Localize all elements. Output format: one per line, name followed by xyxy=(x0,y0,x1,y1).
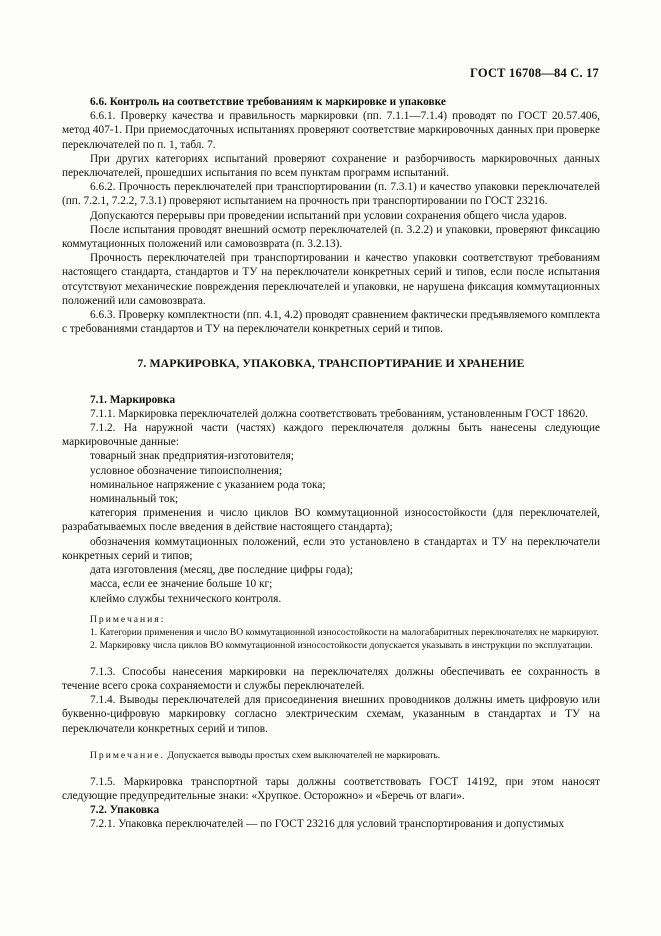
list-item: категория применения и число циклов ВО коммутационной износостойкости (для переключателей, разрабатываемых после введения в действие настоящего стандарта); xyxy=(62,507,600,534)
note-text: Допускается выводы простых схем выключателей не маркировать. xyxy=(167,749,441,761)
list-item: дата изготовления (месяц, две последние цифры года); xyxy=(90,564,354,577)
list-item: клеймо службы технического контроля. xyxy=(90,592,282,605)
list-item: условное обозначение типоисполнения; xyxy=(90,464,283,477)
paragraph: При других категориях испытаний проверяют сохранение и разборчивость маркировочных данных переключателей, прошедших испытания по всем пунктам программ испытаний. xyxy=(62,152,600,180)
list-item: масса, если ее значение больше 10 кг; xyxy=(90,578,273,591)
note-single xyxy=(62,749,600,762)
list-item: обозначения коммутационных положений, если это установлено в стандартах и ТУ на переключатели конкретных серий и типов; xyxy=(62,535,600,562)
paragraph-6-6-2: 6.6.2. Прочность переключателей при транспортировании (п. 7.3.1) и качество упаковки переключателей (пп. 7.2.1, 7.2.2, 7.3.1) проверяют испытанием на прочность при транспортировании по ГОСТ 23216. xyxy=(62,181,600,208)
paragraph-6-6-3: 6.6.3. Проверку комплектности (пп. 4.1, 4.2) проводят сравнением фактически предъявляемого комплекта с требованиями стандартов и ТУ на переключатели конкретных серий и типов. xyxy=(62,309,600,336)
note-1: 1. Категории применения и число ВО коммутационной износостойкости на малогабаритных переключателях не маркируют. xyxy=(90,626,599,638)
paragraph-7-1-1: 7.1.1. Маркировка переключателей должна соответствовать требованиям, установленным ГОСТ 18620. xyxy=(90,407,588,420)
section-7-title: 7. МАРКИРОВКА, УПАКОВКА, ТРАНСПОРТИРАНИЕ И ХРАНЕНИЕ xyxy=(137,356,525,371)
page-content xyxy=(62,95,600,832)
note-label: Примечание. xyxy=(90,749,165,761)
page-header: ГОСТ 16708—84 С. 17 xyxy=(470,66,599,80)
paragraph-7-2-1: 7.2.1. Упаковка переключателей — по ГОСТ 23216 для условий транспортирования и допустимых xyxy=(90,818,565,831)
paragraph-7-1-2: 7.1.2. На наружной части (частях) каждого переключателя должны быть нанесены следующие маркировочные данные: xyxy=(62,422,600,449)
list-item: товарный знак предприятия-изготовителя; xyxy=(90,450,294,463)
paragraph: Допускаются перерывы при проведении испытаний при условии сохранения общего числа ударов. xyxy=(90,209,567,222)
list-item: номинальное напряжение с указанием рода тока; xyxy=(90,478,326,491)
subsection-7-2-heading: 7.2. Упаковка xyxy=(90,804,160,817)
list-item: номинальный ток; xyxy=(90,493,179,506)
note-2: 2. Маркировку числа циклов ВО коммутационной износостойкости допускается указывать в инструкции по эксплуатации. xyxy=(90,639,593,651)
notes-label-text: Примечания: xyxy=(90,613,166,625)
paragraph-7-1-5: 7.1.5. Маркировка транспортной тары должны соответствовать ГОСТ 14192, при этом наносят следующие предупредительные знаки: «Хрупкое. Осторожно» и «Беречь от влаги». xyxy=(62,775,600,802)
paragraph-7-1-4: 7.1.4. Выводы переключателей для присоединения внешних проводников должны иметь цифровую или буквенно-цифровую маркировку согласно электрическим схемам, указанным в стандартах и ТУ на переключатели конкретных серий и типов. xyxy=(62,694,600,735)
notes-label xyxy=(62,613,600,626)
paragraph-7-1-3: 7.1.3. Способы нанесения маркировки на переключателях должны обеспечивать ее сохранность в течение всего срока сохраняемости и службы переключателей. xyxy=(62,665,600,692)
subsection-7-1-heading: 7.1. Маркировка xyxy=(90,393,176,406)
paragraph: Прочность переключателей при транспортировании и качество упаковки соответствуют требованиям настоящего стандарта, стандартов и ТУ на переключатели конкретных серий и типов, если после испытания отсутствуют механические повреждения переключателей и упаковки, не нарушена фиксация коммутационных положений или самовозврата. xyxy=(62,252,600,307)
paragraph: После испытания проводят внешний осмотр переключателей (п. 3.2.2) и упаковки, проверяют фиксацию коммутационных положений или самовозврата (п. 3.2.13). xyxy=(62,223,600,251)
paragraph-6-6-1: 6.6.1. Проверку качества и правильность маркировки (пп. 7.1.1—7.1.4) проводят по ГОСТ 20.57.406, метод 407-1. При приемосдаточных испытаниях проверяют соответствие маркировочных данных при проверке переключателей по п. 1, табл. 7. xyxy=(62,110,600,151)
section-6-6-heading: 6.6. Контроль на соответствие требованиям к маркировке и упаковке xyxy=(90,96,446,108)
